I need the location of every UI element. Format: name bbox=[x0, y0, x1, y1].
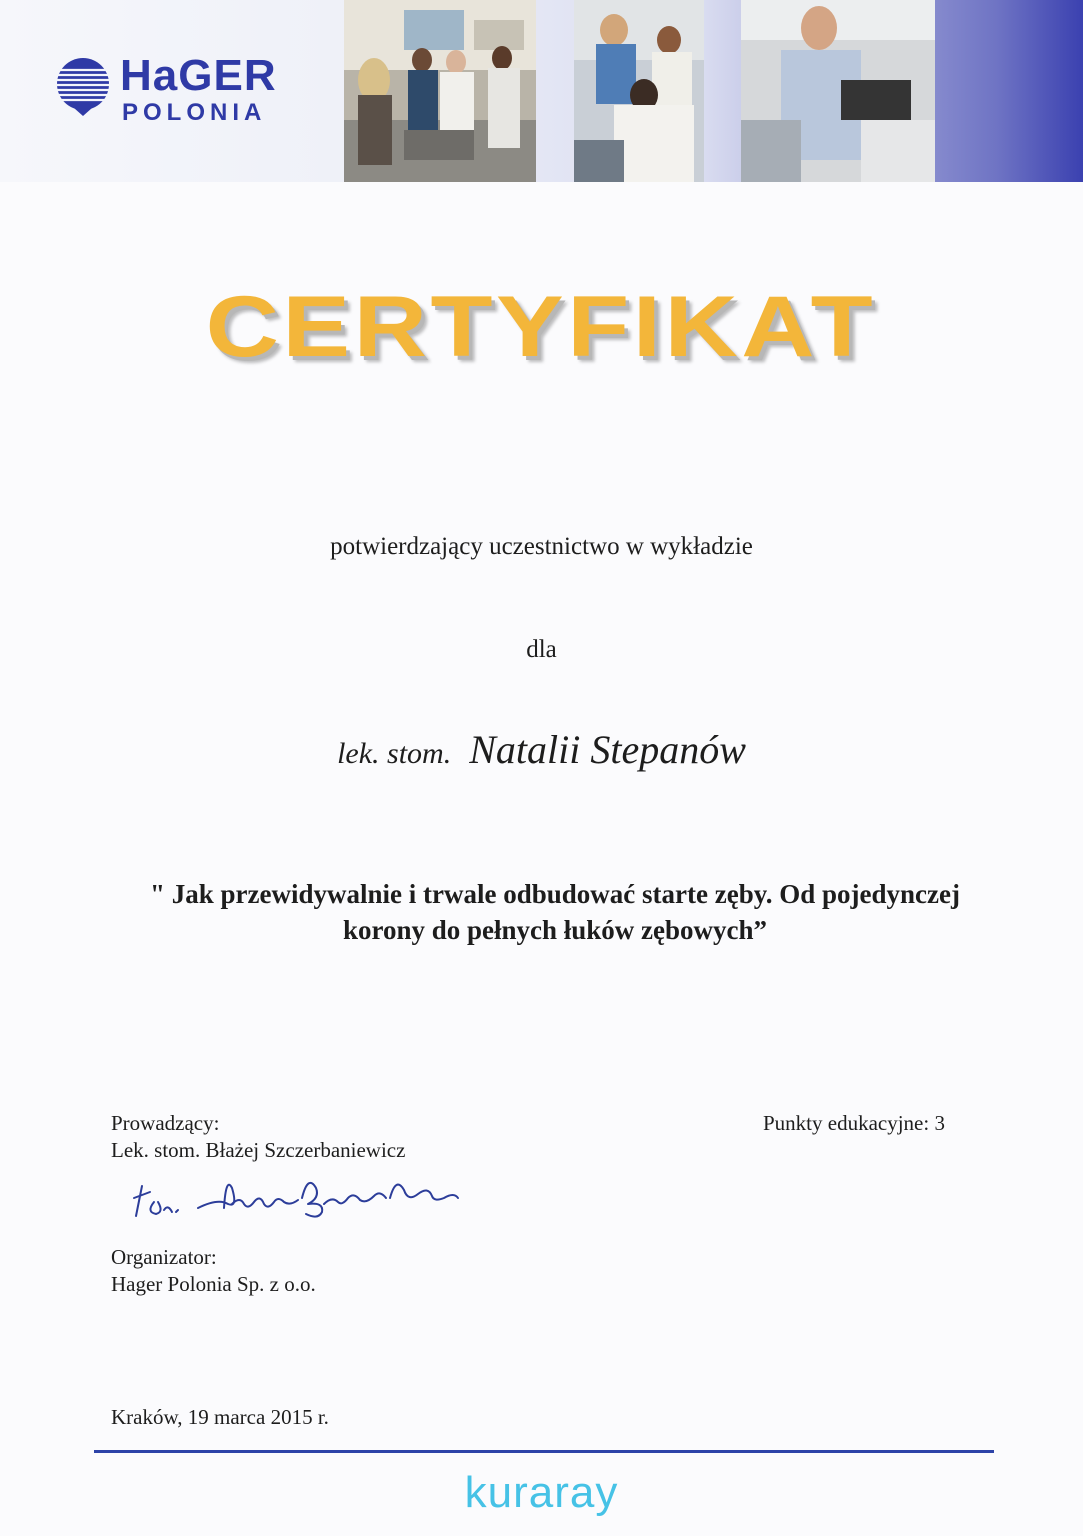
lecturer-block bbox=[111, 1110, 405, 1164]
lecturer-label: Prowadzący: bbox=[111, 1111, 220, 1135]
header-photo-dental-procedure bbox=[574, 0, 704, 182]
lecturer-name: Lek. stom. Błażej Szczerbaniewicz bbox=[111, 1138, 406, 1162]
handwritten-signature-icon bbox=[128, 1168, 488, 1230]
header-photo-lecture-room bbox=[344, 0, 536, 182]
organizer-label: Organizator: bbox=[111, 1245, 217, 1269]
confirmation-text: potwierdzający uczestnictwo w wykładzie bbox=[330, 533, 753, 560]
recipient-prefix: lek. stom. bbox=[337, 737, 452, 770]
footer-rule bbox=[94, 1450, 994, 1453]
organizer-block bbox=[111, 1244, 316, 1298]
brand-name: HaGER bbox=[120, 51, 277, 100]
kuraray-logo: kuraray bbox=[464, 1468, 619, 1517]
certificate-title: CERTYFIKAT bbox=[205, 279, 877, 375]
hager-globe-logo-icon bbox=[52, 56, 114, 118]
header-photo-lab-technician bbox=[741, 0, 935, 182]
lecture-title-line-1: " Jak przewidywalnie i trwale odbudować starte zęby. Od pojedynczej bbox=[150, 879, 960, 909]
hager-polonia-logo bbox=[50, 50, 310, 130]
lecture-title bbox=[40, 876, 1070, 948]
lecture-title-line-2: korony do pełnych łuków zębowych” bbox=[342, 915, 768, 945]
organizer-name: Hager Polonia Sp. z o.o. bbox=[111, 1272, 316, 1296]
header-band bbox=[0, 0, 1083, 182]
for-word: dla bbox=[526, 636, 557, 663]
place-and-date: Kraków, 19 marca 2015 r. bbox=[111, 1405, 329, 1429]
education-points: Punkty edukacyjne: 3 bbox=[763, 1111, 945, 1135]
recipient-name: Natalii Stepanów bbox=[469, 727, 746, 772]
recipient bbox=[0, 726, 1083, 773]
brand-subtitle: POLONIA bbox=[122, 99, 267, 126]
